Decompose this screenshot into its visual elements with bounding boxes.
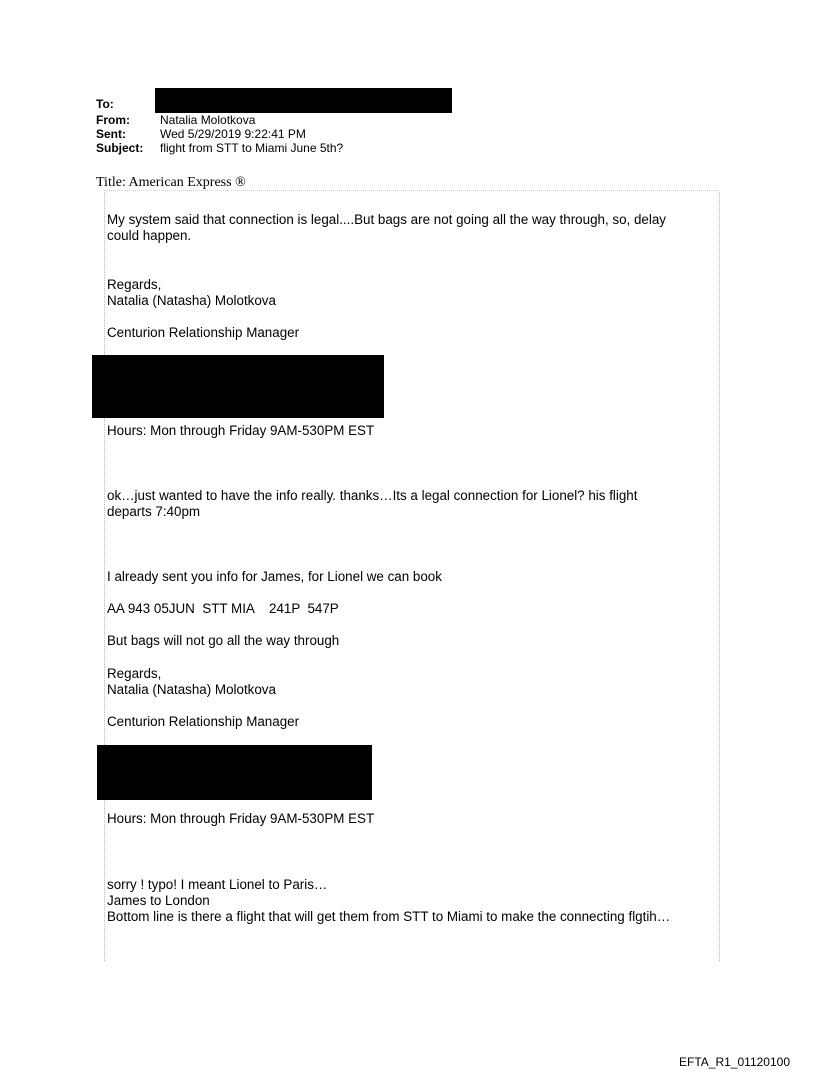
sent-label: Sent: — [96, 127, 126, 141]
subject-label: Subject: — [96, 141, 144, 155]
body-p2-line1: ok…just wanted to have the info really. thanks…Its a legal connection for Lionel? his flight — [107, 488, 638, 503]
redaction-to — [155, 88, 452, 113]
document-id: EFTA_R1_01120100 — [679, 1055, 790, 1069]
from-label: From: — [96, 113, 130, 127]
signature-name-1: Natalia (Natasha) Molotkova — [107, 293, 276, 308]
to-label: To: — [96, 97, 114, 111]
from-value: Natalia Molotkova — [160, 113, 256, 127]
body-p4: But bags will not go all the way through — [107, 633, 340, 648]
signature-hours-2: Hours: Mon through Friday 9AM-530PM EST — [107, 811, 375, 826]
signature-role-2: Centurion Relationship Manager — [107, 714, 300, 729]
body-p3: I already sent you info for James, for Lionel we can book — [107, 569, 442, 584]
redaction-block-2 — [97, 745, 372, 800]
body-p1-line2: could happen. — [107, 228, 192, 243]
subject-value: flight from STT to Miami June 5th? — [160, 141, 344, 155]
body-p5-line3: Bottom line is there a flight that will get them from STT to Miami to make the connecting flgtih… — [107, 909, 671, 924]
signature-role-1: Centurion Relationship Manager — [107, 325, 300, 340]
redaction-block-1 — [92, 355, 384, 418]
body-p5-line2: James to London — [107, 893, 210, 908]
flight-details: AA 943 05JUN STT MIA 241P 547P — [107, 601, 339, 616]
body-p5-line1: sorry ! typo! I meant Lionel to Paris… — [107, 877, 328, 892]
body-p2-line2: departs 7:40pm — [107, 504, 201, 519]
title-line: Title: American Express ® — [96, 175, 246, 190]
body-p1-line1: My system said that connection is legal....But bags are not going all the way through, so, delay — [107, 212, 667, 227]
signature-name-2: Natalia (Natasha) Molotkova — [107, 682, 276, 697]
signature-hours-1: Hours: Mon through Friday 9AM-530PM EST — [107, 423, 375, 438]
sent-value: Wed 5/29/2019 9:22:41 PM — [160, 127, 306, 141]
signature-regards-1: Regards, — [107, 277, 162, 292]
signature-regards-2: Regards, — [107, 666, 162, 681]
